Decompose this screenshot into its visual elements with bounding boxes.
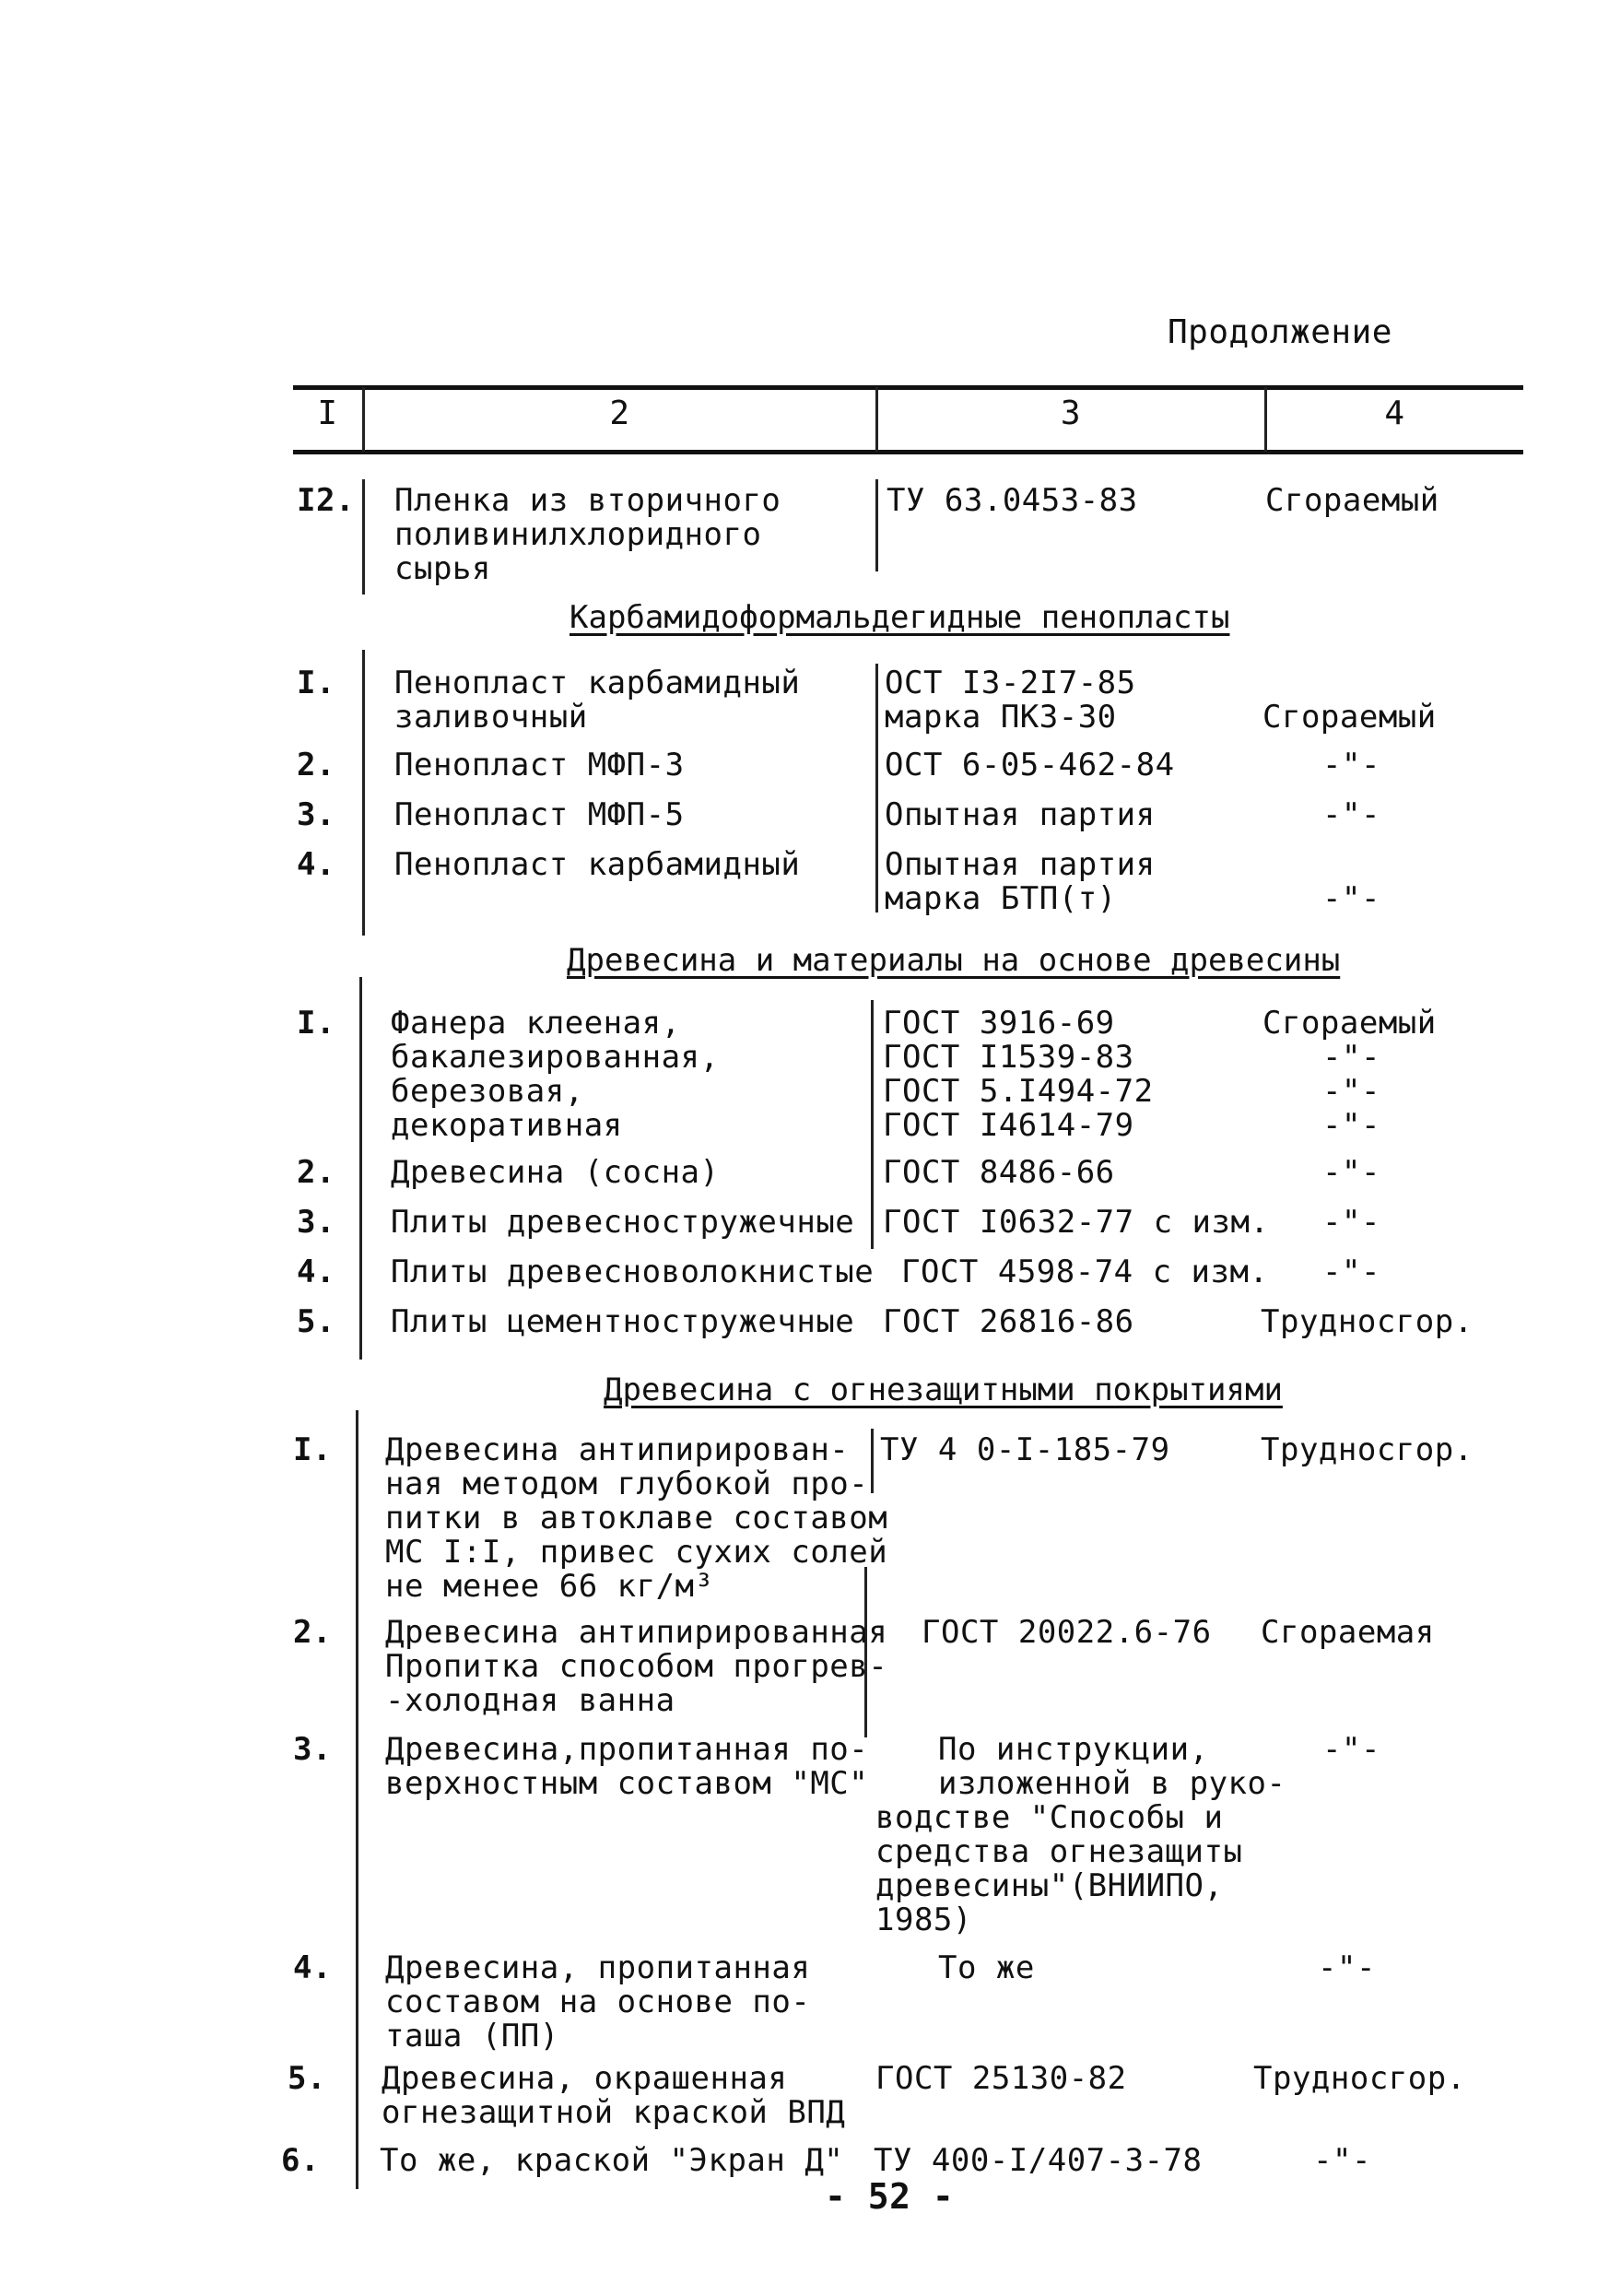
standard-doc: ГОСТ 4598-74 с изм. [901,1254,1269,1290]
row-number: 4. [293,1949,332,1986]
standard-doc: средства огнезащиты [875,1833,1243,1870]
header-col-4: 4 [1384,394,1405,432]
row-number: 4. [297,846,335,883]
material-name: Пленка из вторичного [394,482,781,519]
header-col-1: I [317,394,338,432]
flammability-class: -"- [1322,1073,1380,1110]
material-name: верхностным составом "МС" [385,1765,869,1802]
column-separator [875,664,878,913]
flammability-class: -"- [1318,1949,1376,1986]
material-name: Пенопласт МФП-5 [394,796,685,833]
material-name: березовая, [391,1073,584,1110]
section-title: Карбамидоформальдегидные пенопласты [570,599,1230,636]
standard-doc: То же [938,1949,1035,1986]
standard-doc: ТУ 4 0-I-185-79 [880,1431,1170,1468]
standard-doc: марка ПКЗ-30 [885,699,1117,736]
standard-doc: ГОСТ 5.I494-72 [883,1073,1154,1110]
material-name: заливочный [394,699,588,736]
material-name: не менее 66 кг/м³ [385,1568,714,1605]
row-number: 2. [297,1154,335,1191]
row-number: 3. [297,796,335,833]
standard-doc: ГОСТ I0632-77 с изм. [883,1204,1270,1241]
table-top-rule [293,385,1523,390]
material-name: Пенопласт карбамидный [394,665,801,701]
standard-doc: ГОСТ 8486-66 [883,1154,1115,1191]
standard-doc: По инструкции, [938,1731,1209,1768]
material-name: То же, краской "Экран Д" [380,2142,844,2179]
column-separator [359,977,362,1360]
material-name: Плиты древесноволокнистые [391,1254,875,1290]
row-number: 4. [297,1254,335,1290]
standard-doc: 1985) [875,1902,972,1938]
material-name: Древесина антипирированная [385,1614,888,1651]
standard-doc: Опытная партия [885,796,1156,833]
flammability-class: Сгораемый [1262,1005,1437,1042]
material-name: МС I:I, привес сухих солей [385,1534,888,1571]
row-number: I. [297,665,335,701]
row-number: 6. [281,2142,320,2179]
standard-doc: ТУ 63.0453-83 [887,482,1138,519]
standard-doc: древесины"(ВНИИПО, [875,1867,1224,1904]
material-name: составом на основе по- [385,1984,811,2020]
standard-doc: ОСТ 6-05-462-84 [885,747,1175,783]
row-number: 3. [293,1731,332,1768]
standard-doc: ОСТ I3-2I7-85 [885,665,1136,701]
material-name: огнезащитной краской ВПД [382,2094,846,2131]
material-name: таша (ПП) [385,2018,559,2055]
flammability-class: -"- [1322,796,1380,833]
flammability-class: Сгораемый [1262,699,1437,736]
row-number: I. [293,1431,332,1468]
standard-doc: Опытная партия [885,846,1156,883]
flammability-class: -"- [1322,1204,1380,1241]
row-number: I. [297,1005,335,1042]
standard-doc: ТУ 400-I/407-3-78 [874,2142,1203,2179]
material-name: Пропитка способом прогрев- [385,1648,888,1685]
flammability-class: -"- [1322,880,1380,917]
row-number: 2. [297,747,335,783]
flammability-class: Трудносгор. [1261,1431,1474,1468]
flammability-class: Трудносгор. [1261,1303,1474,1340]
continuation-label: Продолжение [1168,313,1392,351]
page-number: - 52 - [825,2176,955,2217]
standard-doc: ГОСТ 25130-82 [875,2060,1127,2097]
material-name: Фанера клееная, [391,1005,681,1042]
flammability-class: Сгораемый [1265,482,1439,519]
material-name: Пенопласт МФП-3 [394,747,685,783]
standard-doc: ГОСТ I4614-79 [883,1107,1134,1144]
table-header-rule [293,450,1523,454]
material-name: Плиты древесностружечные [391,1204,855,1241]
section-title: Древесина и материалы на основе древесины [567,942,1341,979]
row-number: 5. [297,1303,335,1340]
flammability-class: -"- [1322,1154,1380,1191]
header-col-2: 2 [609,394,630,432]
standard-doc: ГОСТ 20022.6-76 [922,1614,1212,1651]
header-separator [1264,387,1267,452]
flammability-class: -"- [1322,1107,1380,1144]
material-name: Древесина, окрашенная [382,2060,788,2097]
column-separator [356,1410,358,2189]
material-name: питки в автоклаве составом [385,1500,888,1537]
material-name: сырья [394,550,491,587]
standard-doc: ГОСТ 26816-86 [883,1303,1134,1340]
material-name: Древесина,пропитанная по- [385,1731,869,1768]
material-name: Плиты цементностружечные [391,1303,855,1340]
flammability-class: -"- [1322,747,1380,783]
column-separator [362,650,365,936]
standard-doc: ГОСТ 3916-69 [883,1005,1115,1042]
material-name: Древесина (сосна) [391,1154,720,1191]
flammability-class: Сгораемая [1261,1614,1435,1651]
header-col-3: 3 [1060,394,1082,432]
material-name: декоративная [391,1107,623,1144]
flammability-class: -"- [1322,1039,1380,1076]
material-name: бакалезированная, [391,1039,720,1076]
flammability-class: -"- [1322,1731,1380,1768]
standard-doc: изложенной в руко- [938,1765,1286,1802]
standard-doc: марка БТП(т) [885,880,1117,917]
material-name: -холодная ванна [385,1682,675,1719]
column-separator [362,479,365,595]
flammability-class: -"- [1322,1254,1380,1290]
row-number: 3. [297,1204,335,1241]
standard-doc: ГОСТ I1539-83 [883,1039,1134,1076]
material-name: ная методом глубокой про- [385,1466,869,1502]
row-number: 5. [288,2060,326,2097]
material-name: поливинилхлоридного [394,516,762,553]
row-number: I2. [297,482,355,519]
row-number: 2. [293,1614,332,1651]
material-name: Древесина, пропитанная [385,1949,811,1986]
header-separator [362,387,365,452]
flammability-class: Трудносгор. [1253,2060,1466,2097]
column-separator [875,479,878,571]
section-title: Древесина с огнезащитными покрытиями [604,1372,1283,1408]
column-separator [871,1000,874,1249]
flammability-class: -"- [1313,2142,1371,2179]
material-name: Пенопласт карбамидный [394,846,801,883]
material-name: Древесина антипирирован- [385,1431,850,1468]
standard-doc: водстве "Способы и [875,1799,1224,1836]
column-separator [871,1429,874,1493]
header-separator [875,387,878,452]
